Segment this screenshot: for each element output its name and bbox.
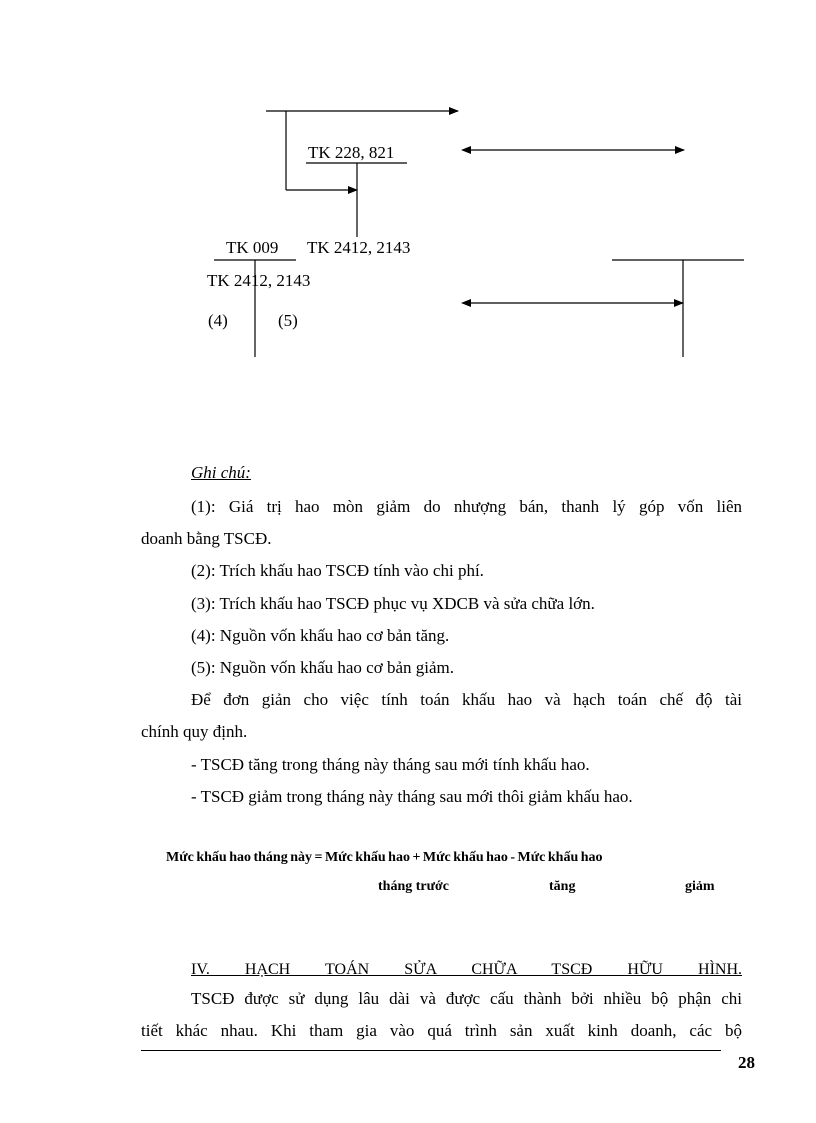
- section-heading: IV. HẠCH TOÁN SỬA CHỮA TSCĐ HỮU HÌNH.: [191, 961, 742, 978]
- formula-main: Mức khấu hao tháng này = Mức khấu hao + Mức khấu hao - Mức khấu hao: [166, 850, 603, 865]
- notes-title: Ghi chú:: [191, 463, 251, 482]
- paragraph-line1: Để đơn giản cho việc tính toán khấu hao và hạch toán chế độ tài: [191, 690, 742, 709]
- label-tk-228-821: TK 228, 821: [308, 143, 395, 162]
- note-5: (5): Nguồn vốn khấu hao cơ bản giảm.: [191, 658, 454, 677]
- note-2: (2): Trích khấu hao TSCĐ tính vào chi phí.: [191, 561, 484, 580]
- note-3: (3): Trích khấu hao TSCĐ phục vụ XDCB và sửa chữa lớn.: [191, 594, 595, 613]
- label-tk-009: TK 009: [226, 238, 279, 257]
- formula-sub-previous: tháng trước: [378, 879, 449, 894]
- label-tk-2412-left: TK 2412, 2143: [207, 271, 311, 290]
- accounting-diagram: [0, 0, 816, 400]
- label-tk-2412-right: TK 2412, 2143: [307, 238, 411, 257]
- bullet-1: - TSCĐ tăng trong tháng này tháng sau mới tính khấu hao.: [191, 755, 590, 774]
- section-line1: TSCĐ được sử dụng lâu dài và được cấu thành bởi nhiều bộ phận chi: [191, 989, 742, 1008]
- formula-sub-increase: tăng: [549, 879, 576, 894]
- paragraph-line2: chính quy định.: [141, 722, 248, 741]
- formula-sub-decrease: giảm: [685, 879, 715, 894]
- label-5: (5): [278, 311, 298, 330]
- bullet-2: - TSCĐ giảm trong tháng này tháng sau mới thôi giảm khấu hao.: [191, 787, 633, 806]
- section-line2: tiết khác nhau. Khi tham gia vào quá trình sản xuất kinh doanh, các bộ: [141, 1021, 742, 1040]
- label-4: (4): [208, 311, 228, 330]
- note-1-line2: doanh bằng TSCĐ.: [141, 529, 272, 548]
- note-4: (4): Nguồn vốn khấu hao cơ bản tăng.: [191, 626, 450, 645]
- page-number: 28: [738, 1053, 755, 1072]
- footer-rule: [141, 1050, 721, 1051]
- note-1-line1: (1): Giá trị hao mòn giảm do nhượng bán, thanh lý góp vốn liên: [191, 497, 742, 516]
